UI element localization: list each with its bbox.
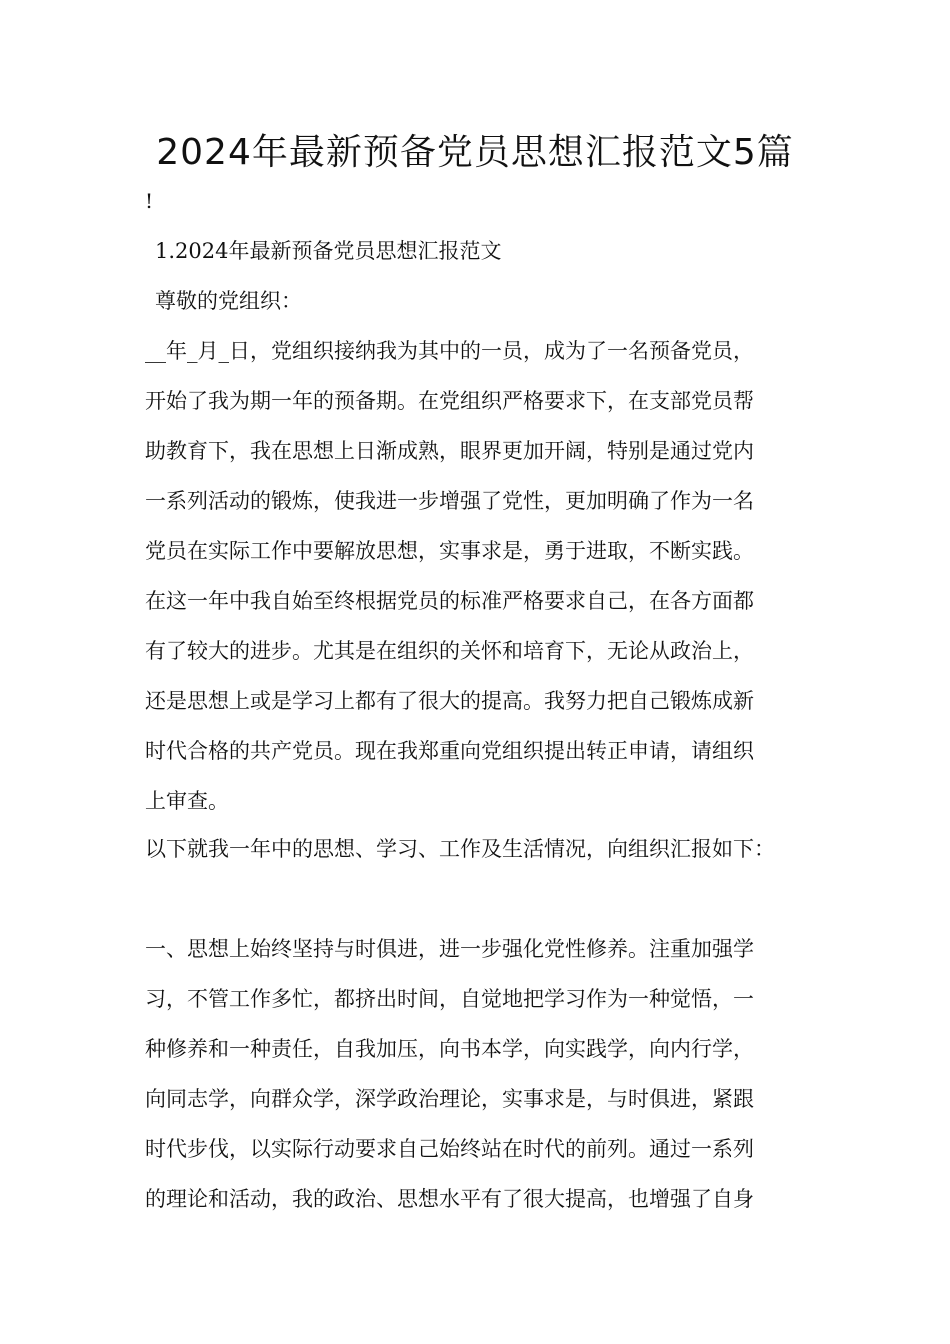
salutation: [145, 276, 813, 326]
paragraph-line: 在这一年中我自始至终根据党员的标准严格要求自己，在各方面都: [145, 589, 754, 613]
section-heading-text: 1.2024年最新预备党员思想汇报范文: [155, 239, 502, 263]
paragraph-2: [145, 824, 813, 874]
paragraph-line: 向同志学，向群众学，深学政治理论，实事求是，与时俱进，紧跟: [145, 1087, 754, 1111]
title-suffix: !: [145, 189, 154, 213]
paragraph-line: 的理论和活动，我的政治、思想水平有了很大提高，也增强了自身: [145, 1187, 754, 1211]
paragraph-line: 还是思想上或是学习上都有了很大的提高。我努力把自己锻炼成新: [145, 689, 754, 713]
paragraph-line: 上审查。: [145, 789, 229, 813]
paragraph-line: 种修养和一种责任，自我加压，向书本学，向实践学，向内行学，: [145, 1037, 754, 1061]
paragraph-line: 有了较大的进步。尤其是在组织的关怀和培育下，无论从政治上，: [145, 639, 754, 663]
salutation-text: 尊敬的党组织：: [155, 289, 302, 313]
paragraph-3: [145, 924, 813, 1224]
paragraph-line: 开始了我为期一年的预备期。在党组织严格要求下，在支部党员帮: [145, 389, 754, 413]
paragraph-line: 时代步伐，以实际行动要求自己始终站在时代的前列。通过一系列: [145, 1137, 754, 1161]
paragraph-line: 党员在实际工作中要解放思想，实事求是，勇于进取，不断实践。: [145, 539, 754, 563]
paragraph-line: 习，不管工作多忙，都挤出时间，自觉地把学习作为一种觉悟，一: [145, 987, 754, 1011]
paragraph-line: 一、思想上始终坚持与时俱进，进一步强化党性修养。注重加强学: [145, 937, 754, 961]
paragraph-1: [145, 326, 813, 826]
paragraph-line: __年_月_日，党组织接纳我为其中的一员，成为了一名预备党员，: [145, 339, 754, 363]
paragraph-line: 一系列活动的锻炼，使我进一步增强了党性，更加明确了作为一名: [145, 489, 754, 513]
paragraph-line: 时代合格的共产党员。现在我郑重向党组织提出转正申请，请组织: [145, 739, 754, 763]
paragraph-line: 助教育下，我在思想上日渐成熟，眼界更加开阔，特别是通过党内: [145, 439, 754, 463]
section-heading: [145, 226, 813, 276]
paragraph-line: 以下就我一年中的思想、学习、工作及生活情况，向组织汇报如下：: [145, 837, 775, 861]
document-title: 2024年最新预备党员思想汇报范文5篇: [156, 132, 794, 173]
